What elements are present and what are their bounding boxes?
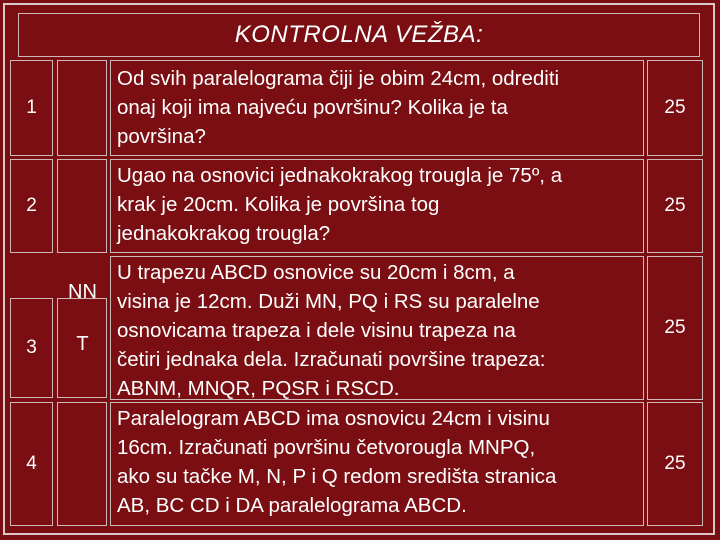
task-text-2: Ugao na osnovici jednakokrakog trougla je 75º, a krak je 20cm. Kolika je površina tog jednakokrakog trougla? xyxy=(110,159,644,253)
task-number-1: 1 xyxy=(10,60,53,156)
task-points-4: 25 xyxy=(647,402,703,526)
blank-cell-2 xyxy=(57,159,107,253)
side-labels xyxy=(60,253,105,383)
blank-cell-1 xyxy=(57,60,107,156)
task-number-2: 2 xyxy=(10,159,53,253)
task-text-3: U trapezu ABCD osnovice su 20cm i 8cm, a visina je 12cm. Duži MN, PQ i RS su paralelne osnovicama trapeza i dele visinu trapeza na četiri jednaka dela. Izračunati površine trapeza: ABNM, MNQR, PQSR i RSCD. xyxy=(110,256,644,400)
task-number-3: 3 xyxy=(10,298,53,398)
page-title: KONTROLNA VEŽBA: xyxy=(18,13,700,57)
task-points-2: 25 xyxy=(647,159,703,253)
task-text-1: Od svih paralelograma čiji je obim 24cm, odrediti onaj koji ima najveću površinu? Kolika je ta površina? xyxy=(110,60,644,156)
side-label-nn: NN xyxy=(68,281,97,303)
task-number-4: 4 xyxy=(10,402,53,526)
task-points-3: 25 xyxy=(647,256,703,400)
task-text-4: Paralelogram ABCD ima osnovicu 24cm i visinu 16cm. Izračunati površinu četvorougla MNPQ, ako su tačke M, N, P i Q redom središta stranica AB, BC CD i DA paralelograma ABCD. xyxy=(110,402,644,526)
side-label-t: T xyxy=(76,333,89,355)
task-points-1: 25 xyxy=(647,60,703,156)
blank-cell-4 xyxy=(57,402,107,526)
